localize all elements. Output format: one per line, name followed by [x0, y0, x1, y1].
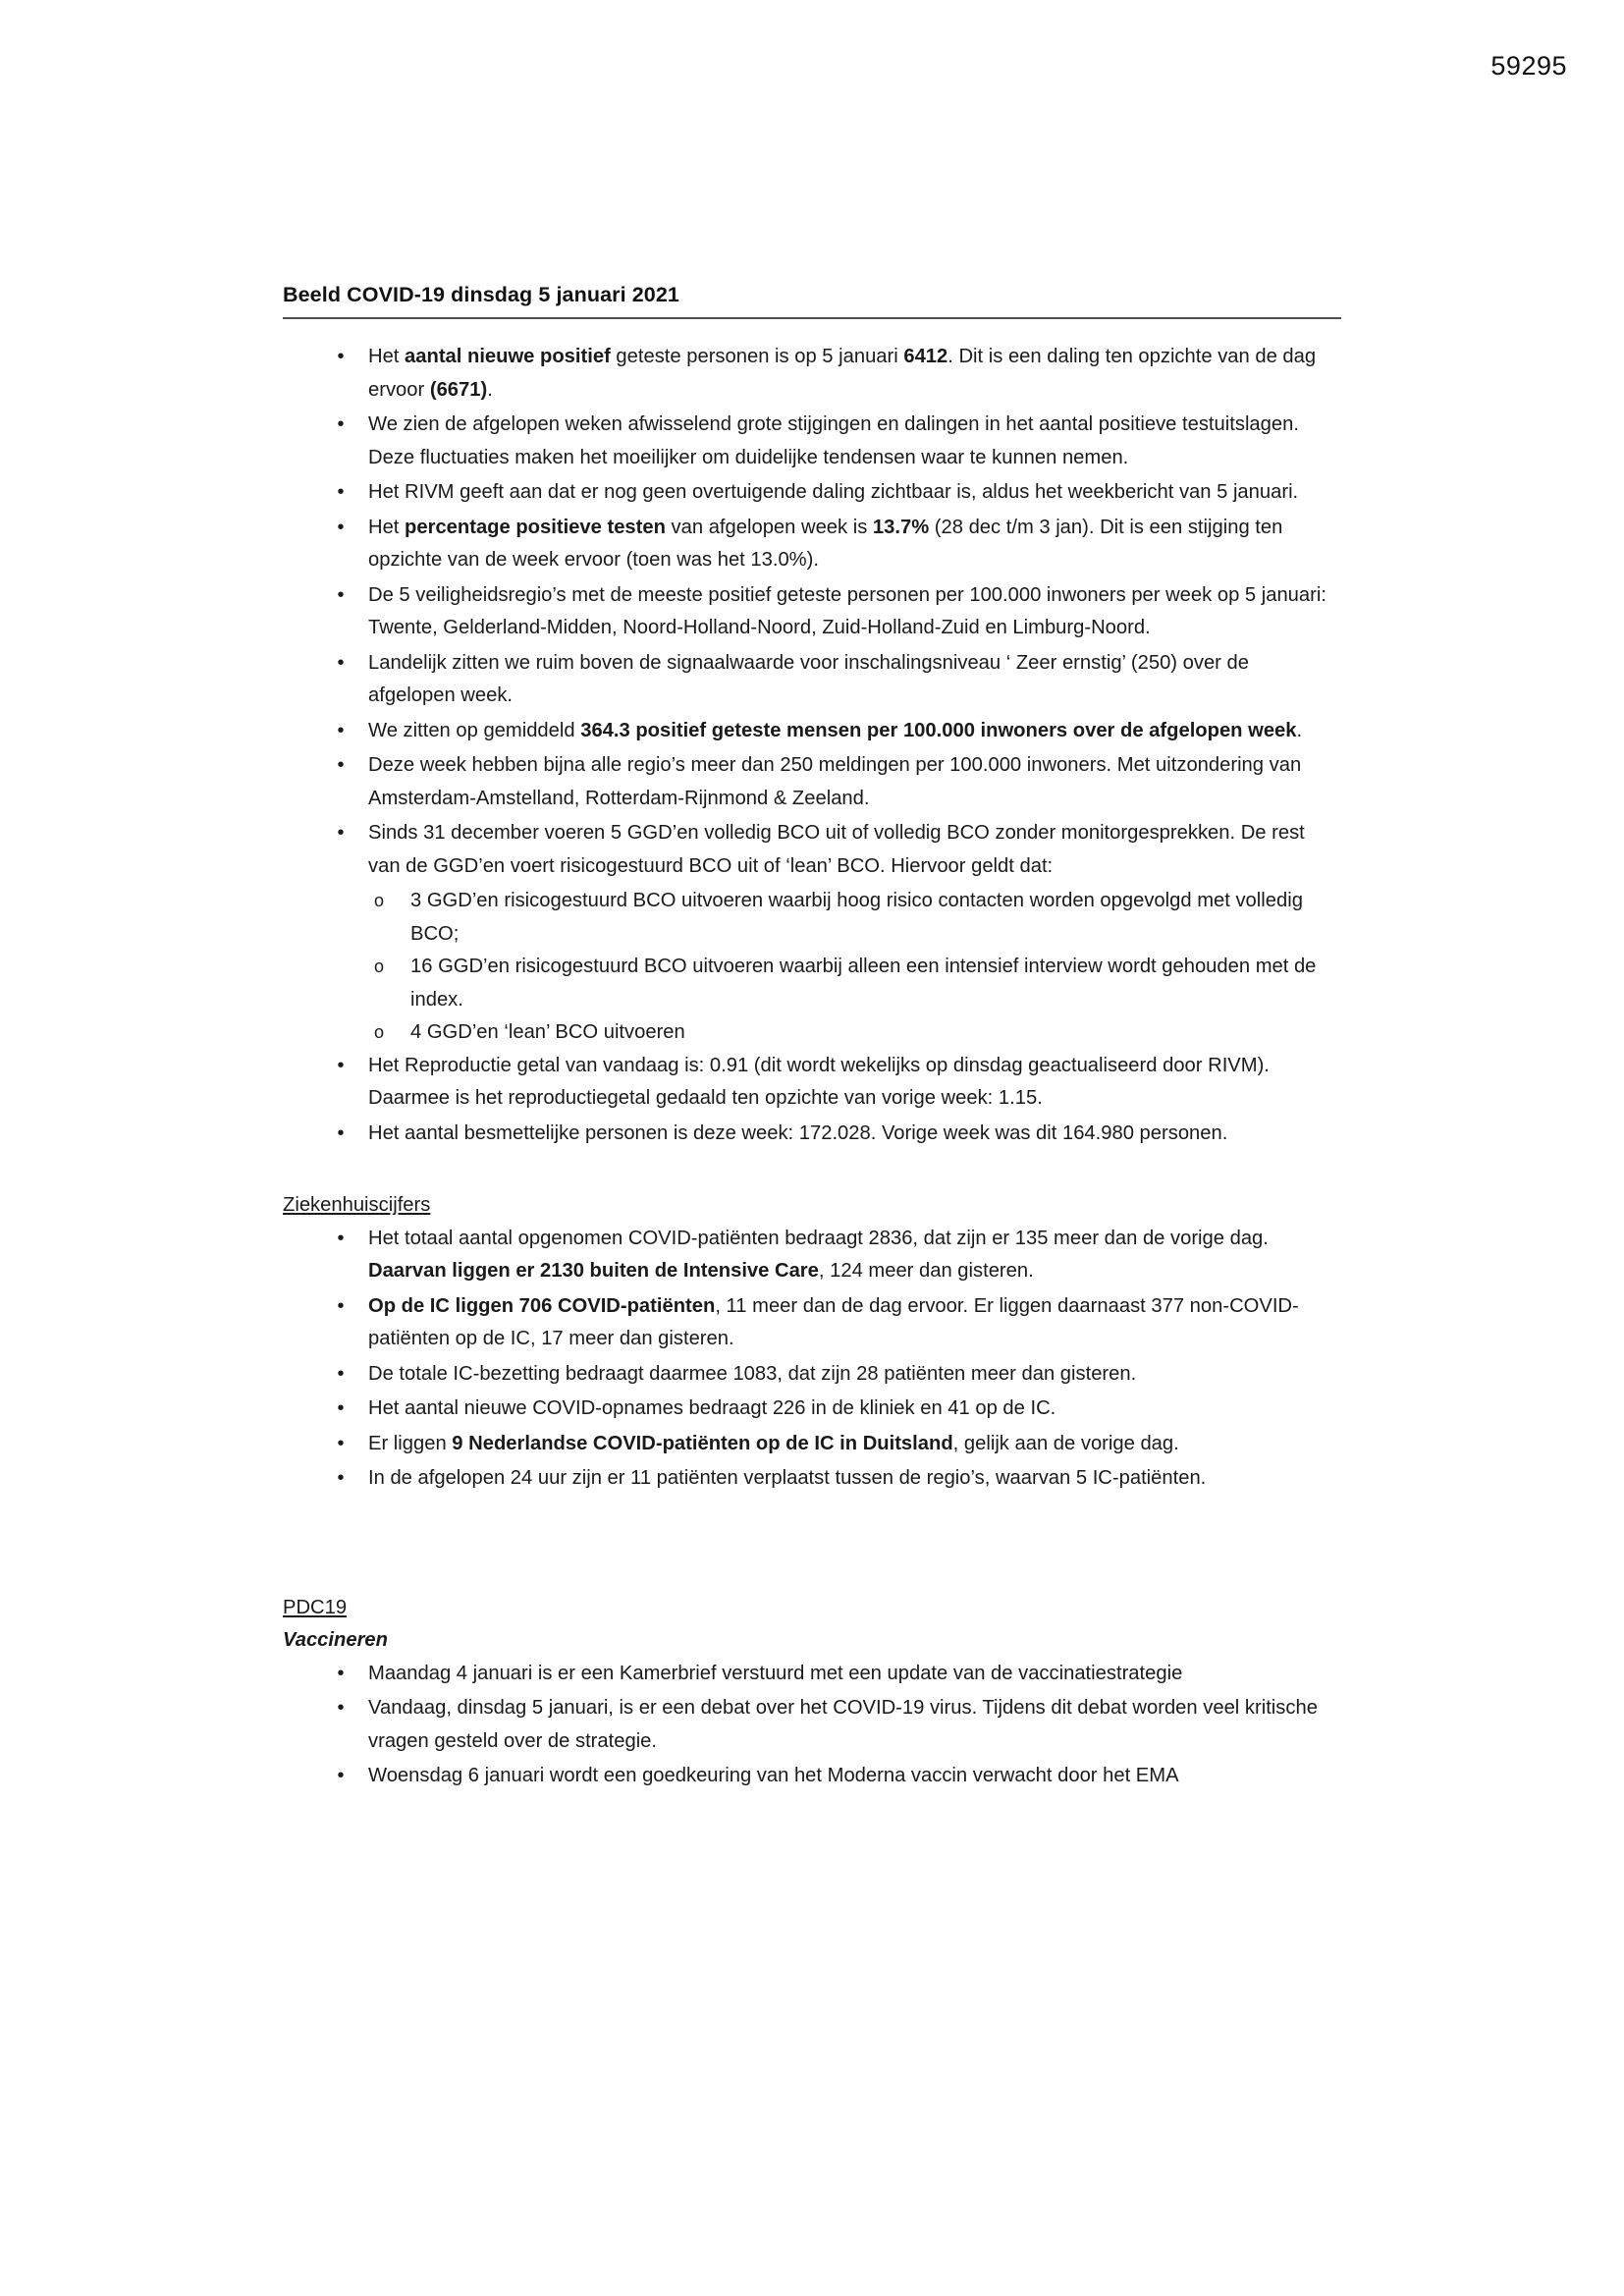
list-item [283, 1118, 1341, 1151]
subsection-heading-vaccineren: Vaccineren [283, 1629, 388, 1651]
text-run: In de afgelopen 24 uur zijn er 11 patiënten verplaatst tussen de regio’s, waarvan 5 IC-patiënten. [368, 1467, 1207, 1489]
sub-list-item [374, 885, 1341, 951]
list-item-text [368, 584, 1326, 639]
spacer-before-hospital [283, 1152, 1341, 1189]
bullet-point-icon: • [337, 1294, 345, 1317]
text-run: Maandag 4 januari is er een Kamerbrief verstuurd met een update van de vaccinatiestrategie [368, 1662, 1183, 1684]
text-run: Landelijk zitten we ruim boven de signaalwaarde voor inschalingsniveau ‘ Zeer ernstig’ (250) over de afgelopen week. [368, 651, 1249, 706]
pdc19-bullet-list [283, 1658, 1341, 1793]
title-divider [283, 317, 1341, 319]
bullet-point-icon: • [337, 1432, 345, 1454]
text-run: Het aantal nieuwe COVID-opnames bedraagt 226 in de kliniek en 41 op de IC. [368, 1397, 1056, 1419]
bold-text-run: 13.7% [872, 516, 930, 538]
sub-list-item [374, 1016, 1341, 1050]
text-run: Het RIVM geeft aan dat er nog geen overtuigende daling zichtbaar is, aldus het weekbericht van 5 januari. [368, 481, 1299, 503]
bullet-point-icon: • [337, 754, 345, 776]
list-item-text [368, 1467, 1206, 1489]
list-item [283, 1760, 1341, 1793]
bullet-point-icon: • [337, 1227, 345, 1249]
text-run: (28 dec t/m 3 jan). Dit is een stijging ten opzichte van de week ervoor (toen was het 13.0%). [368, 516, 1283, 571]
bullet-point-icon: • [337, 1697, 345, 1719]
list-item [283, 1462, 1341, 1496]
bullet-point-icon: • [337, 1397, 345, 1419]
list-item-text [368, 517, 1282, 572]
list-item-text [368, 346, 1316, 401]
list-item [283, 1358, 1341, 1392]
bold-text-run: percentage positieve testen [405, 516, 666, 538]
bullet-point-icon: • [337, 651, 345, 674]
text-run: We zitten op gemiddeld [368, 719, 581, 741]
main-bullet-list [283, 341, 1341, 1150]
text-run: Het totaal aantal opgenomen COVID-patiënten bedraagt 2836, dat zijn er 135 meer dan de vorige dag. [368, 1227, 1269, 1249]
bold-text-run: 9 Nederlandse COVID-patiënten op de IC in Duitsland [452, 1432, 953, 1454]
list-item [283, 341, 1341, 407]
text-run: De 5 veiligheidsregio’s met de meeste positief geteste personen per 100.000 inwoners per week op 5 januari: Twente, Gelderland-Midden, Noord-Holland-Noord, Zuid-Holland-Zuid en Limburg-Noord. [368, 583, 1326, 638]
text-run: Het [368, 346, 406, 367]
list-item [283, 1393, 1341, 1426]
bullet-point-icon: • [337, 1054, 345, 1076]
page-stamp-number: 59295 [1490, 51, 1567, 81]
list-item [283, 409, 1341, 474]
list-item-text [368, 413, 1299, 468]
text-run: , gelijk aan de vorige dag. [952, 1432, 1179, 1454]
text-run: Sinds 31 december voeren 5 GGD’en volledig BCO uit of volledig BCO zonder monitorgesprekken. De rest van de GGD’en voert risicogestuurd BCO uit of ‘lean’ BCO. Hiervoor geldt dat: [368, 822, 1305, 877]
bold-text-run: Daarvan liggen er 2130 buiten de Intensive Care [368, 1260, 819, 1282]
spacer-before-pdc19 [283, 1498, 1341, 1592]
hollow-bullet-icon: o [374, 891, 385, 910]
document-body [283, 283, 1341, 1795]
list-item-text [368, 1397, 1056, 1419]
bold-text-run: 6412 [903, 346, 948, 367]
list-item-text [368, 822, 1305, 877]
sub-list-item-text: 16 GGD’en risicogestuurd BCO uitvoeren waarbij alleen een intensief interview wordt gehouden met de index. [410, 956, 1317, 1011]
list-item [283, 476, 1341, 510]
sub-bullet-list [283, 885, 1341, 1050]
bold-text-run: (6671) [429, 378, 488, 401]
sub-list-item [374, 951, 1341, 1016]
list-item [283, 1050, 1341, 1116]
bullet-point-icon: • [337, 1765, 345, 1786]
text-run: . Dit is een daling ten opzichte van de dag ervoor [368, 346, 1317, 401]
list-item [283, 749, 1341, 815]
list-item-text [368, 1363, 1136, 1385]
bullet-point-icon: • [337, 719, 345, 741]
list-item [283, 579, 1341, 645]
list-item [283, 1223, 1341, 1288]
list-item [283, 512, 1341, 577]
text-run: Vandaag, dinsdag 5 januari, is er een debat over het COVID-19 virus. Tijdens dit debat worden veel kritische vragen gesteld over de strategie. [368, 1697, 1318, 1752]
list-item [283, 1290, 1341, 1356]
text-run: geteste personen is op 5 januari [610, 346, 904, 367]
bullet-point-icon: • [337, 822, 345, 844]
text-run: , 124 meer dan gisteren. [818, 1260, 1034, 1282]
bullet-point-icon: • [337, 1467, 345, 1489]
text-run: Deze week hebben bijna alle regio’s meer dan 250 meldingen per 100.000 inwoners. Met uitzondering van Amsterdam-Amstelland, Rotterdam-Rijnmond & Zeeland. [368, 754, 1302, 809]
sub-list-item-text: 3 GGD’en risicogestuurd BCO uitvoeren waarbij hoog risico contacten worden opgevolgd met volledig BCO; [410, 890, 1303, 945]
list-item [283, 1428, 1341, 1461]
list-item [283, 1692, 1341, 1758]
list-item [283, 817, 1341, 883]
bold-text-run: Op de IC liggen 706 COVID-patiënten [368, 1294, 716, 1317]
list-item-text [368, 1295, 1299, 1350]
bold-text-run: 364.3 positief geteste mensen per 100.000 inwoners over de afgelopen week [580, 719, 1297, 741]
bullet-point-icon: • [337, 1662, 345, 1684]
page-title: Beeld COVID-19 dinsdag 5 januari 2021 [283, 283, 679, 306]
hollow-bullet-icon: o [374, 1022, 385, 1042]
bullet-point-icon: • [337, 1362, 345, 1385]
list-item-text [368, 652, 1249, 707]
text-run: Het aantal besmettelijke personen is deze week: 172.028. Vorige week was dit 164.980 personen. [368, 1121, 1228, 1144]
bullet-point-icon: • [337, 346, 345, 367]
sub-list-item-text: 4 GGD’en ‘lean’ BCO uitvoeren [410, 1021, 685, 1043]
list-item-text [368, 1433, 1179, 1454]
list-item-text [368, 1663, 1182, 1684]
list-item-text [368, 754, 1301, 809]
list-item-text [368, 1228, 1269, 1283]
section-heading-pdc19: PDC19 [283, 1596, 348, 1618]
text-run: We zien de afgelopen weken afwisselend grote stijgingen en dalingen in het aantal positieve testuitslagen. Deze fluctuaties maken het moeilijker om duidelijke tendensen waar te kunnen nemen. [368, 413, 1299, 468]
list-item-text [368, 720, 1302, 741]
text-run: van afgelopen week is [665, 516, 873, 538]
bullet-point-icon: • [337, 583, 345, 606]
bullet-point-icon: • [337, 1121, 345, 1144]
bullet-point-icon: • [337, 413, 345, 435]
bullet-point-icon: • [337, 516, 345, 538]
list-item-text [368, 481, 1298, 503]
text-run: Het Reproductie getal van vandaag is: 0.91 (dit wordt wekelijks op dinsdag geactualiseerd door RIVM). Daarmee is het reproductiegetal gedaald ten opzichte van vorige week: 1.15. [368, 1054, 1270, 1109]
text-run: Woensdag 6 januari wordt een goedkeuring van het Moderna vaccin verwacht door het EMA [368, 1765, 1179, 1786]
list-item-text [368, 1697, 1318, 1752]
text-run: . [487, 378, 493, 401]
list-item [283, 715, 1341, 748]
text-run: . [1296, 719, 1303, 741]
text-run: Er liggen [368, 1432, 453, 1454]
hospital-bullet-list [283, 1223, 1341, 1496]
list-item-text [368, 1055, 1270, 1110]
list-item-text [368, 1765, 1179, 1786]
text-run: De totale IC-bezetting bedraagt daarmee 1083, dat zijn 28 patiënten meer dan gisteren. [368, 1362, 1137, 1385]
list-item-text [368, 1122, 1227, 1144]
list-item [283, 647, 1341, 713]
hollow-bullet-icon: o [374, 957, 385, 976]
section-heading-ziekenhuiscijfers: Ziekenhuiscijfers [283, 1194, 431, 1216]
bullet-point-icon: • [337, 481, 345, 503]
text-run: Het [368, 516, 406, 538]
list-item [283, 1658, 1341, 1691]
bold-text-run: aantal nieuwe positief [405, 346, 611, 367]
text-run: , 11 meer dan de dag ervoor. Er liggen daarnaast 377 non-COVID-patiënten op de IC, 17 meer dan gisteren. [368, 1294, 1299, 1349]
